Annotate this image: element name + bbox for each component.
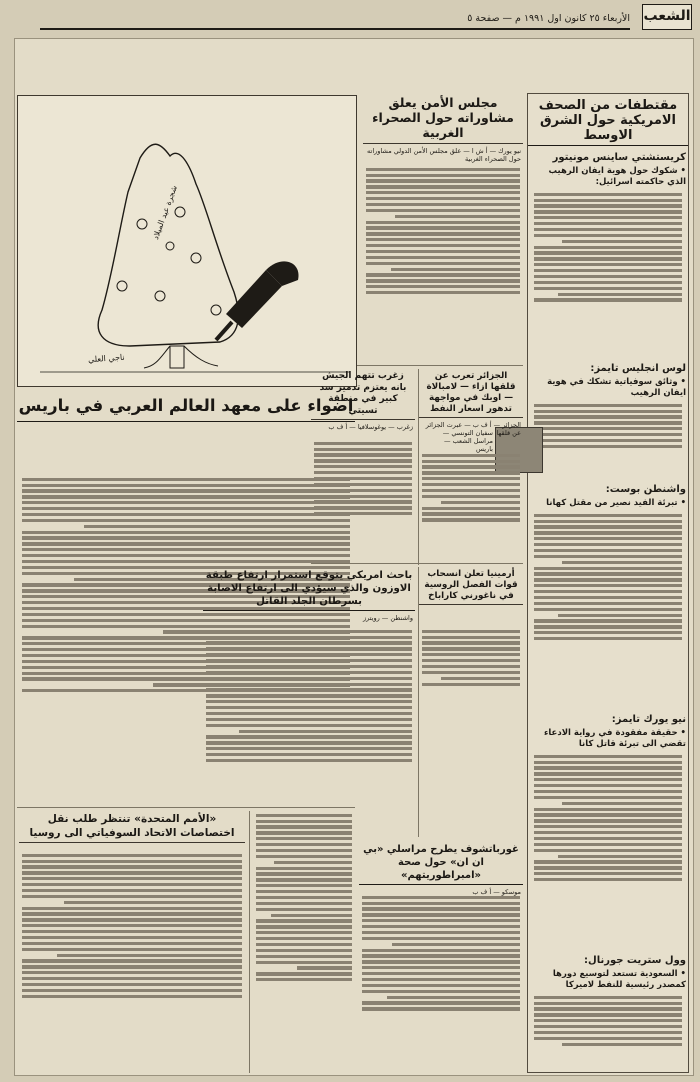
ozone-dateline: واشنطن — رويترز [362,614,413,622]
ozone-article [203,567,415,837]
press-review-headline: مقتطفات من الصحف الامريكية حول الشرق الاوسط [528,94,688,146]
christmas-tree-cartoon [20,96,356,384]
press-body-2 [531,401,685,481]
algeria-dateline: الجزائر — أ ف ب — عبرت الجزائر عن قلقها [425,421,521,437]
page-dateline: الأربعاء ٢٥ كانون اول ١٩٩١ م — صفحة ٥ [40,12,630,30]
press-item-title: • شكوك حول هوية ايفان الرهيب الذي حاكمته اسرائيل: [548,166,686,187]
gorbachev-dateline: موسكو — أ ف ب [472,888,521,896]
press-item-title: • السعودية تستعد لتوسيع دورها كمصدر رئيسية للنفط لاميركا [552,969,686,990]
newspaper-page [14,38,694,1076]
un-headline: مجلس الأمن يعلق مشاوراته حول الصحراء الغربية [363,93,523,144]
body-text-lines [362,893,520,1069]
algeria-headline: الجزائر تعرب عن قلقها ازاء — لامبالاة — اوبك في مواجهة تدهور اسعار النفط [419,369,523,418]
body-text-lines [534,511,682,707]
body-text-lines [256,811,352,1069]
cartoon-tree-label: شجرة عيد الميلاد [151,184,179,241]
armenia-article [419,567,523,727]
newspaper-masthead: الشعب [642,4,692,30]
body-text-lines [22,851,242,1069]
body-text-lines [534,752,682,948]
zagreb-dateline: زغرب — يوغوسلافيا — أ ف ب [328,423,413,431]
press-item-title: • تبرئة الفيد نصير من مقتل كهانا [546,498,686,508]
zagreb-dam-article [311,369,415,561]
press-source: وول ستريت جورنال: [584,955,686,966]
press-source: نيو يورك تايمز: [611,714,686,725]
arab-world-headline: اضواء على معهد العالم العربي في باريس [17,391,355,422]
press-body-1 [531,190,685,360]
gorbachev-article [359,841,523,1073]
body-text-lines [366,165,520,359]
ozone-continued [253,811,355,1073]
press-source: لوس انجليس تايمز: [590,363,686,374]
press-body-3 [531,511,685,711]
cartoonist-signature: ناجي العلي [87,352,125,365]
body-text-lines [534,401,682,477]
press-body-5 [531,993,685,1073]
arab-world-institute-article [17,391,355,423]
cartoon-frame [17,95,357,387]
press-item-title: • حقيقة مفقودة في رواية الادعاء تقضي الى تبرئة قاتل كانا [544,728,686,749]
body-text-lines [314,439,412,557]
algeria-opec-article [419,369,523,561]
body-text-lines [422,451,520,557]
un-soviet-headline: «الأمم المتحدة» تنتظر طلب نقل اختصاصات الاتحاد السوفياتي الى روسيا [19,811,245,843]
un-dateline: نيو يورك — أ ش ا — علق مجلس الأمن الدولي مشاوراته حول الصحراء الغربية [367,147,521,163]
zagreb-headline: زغرب تتهم الجيش بانه يعتزم تدمير سد كبير في منطقة تسيتي [311,369,415,420]
correspondent-byline: سفيان التونسي — مراسل الشعب — باريس [442,429,493,453]
body-text-lines [534,993,682,1073]
press-review-column [527,93,689,1073]
body-text-lines [206,627,412,833]
body-text-lines [534,190,682,356]
press-item-title: • وثائق سوفياتية تشكك في هوية ايفان الرهيب [547,377,686,398]
gorbachev-headline: غورباتشوف يطرح مراسلي «بي ان ان» حول صحة «امبراطوريتهم» [359,841,523,885]
press-source: كريستشتي ساينس مونيتور [552,152,686,163]
un-article [363,93,523,363]
press-source: واشنطن بوست: [605,484,686,495]
body-text-lines [422,627,520,723]
ozone-headline: باحث امريكي يتوقع استمرار ارتفاع طبقة الاوزون والذي سيؤدي الى ارتفاع الاصابة بسرطان الجلد القاتل [203,567,415,611]
un-soviet-article [19,811,245,1073]
press-body-4 [531,752,685,952]
armenia-headline: أرمينيا تعلن انسحاب قوات الفصل الروسية في ناغورني كاراباخ [419,567,523,605]
